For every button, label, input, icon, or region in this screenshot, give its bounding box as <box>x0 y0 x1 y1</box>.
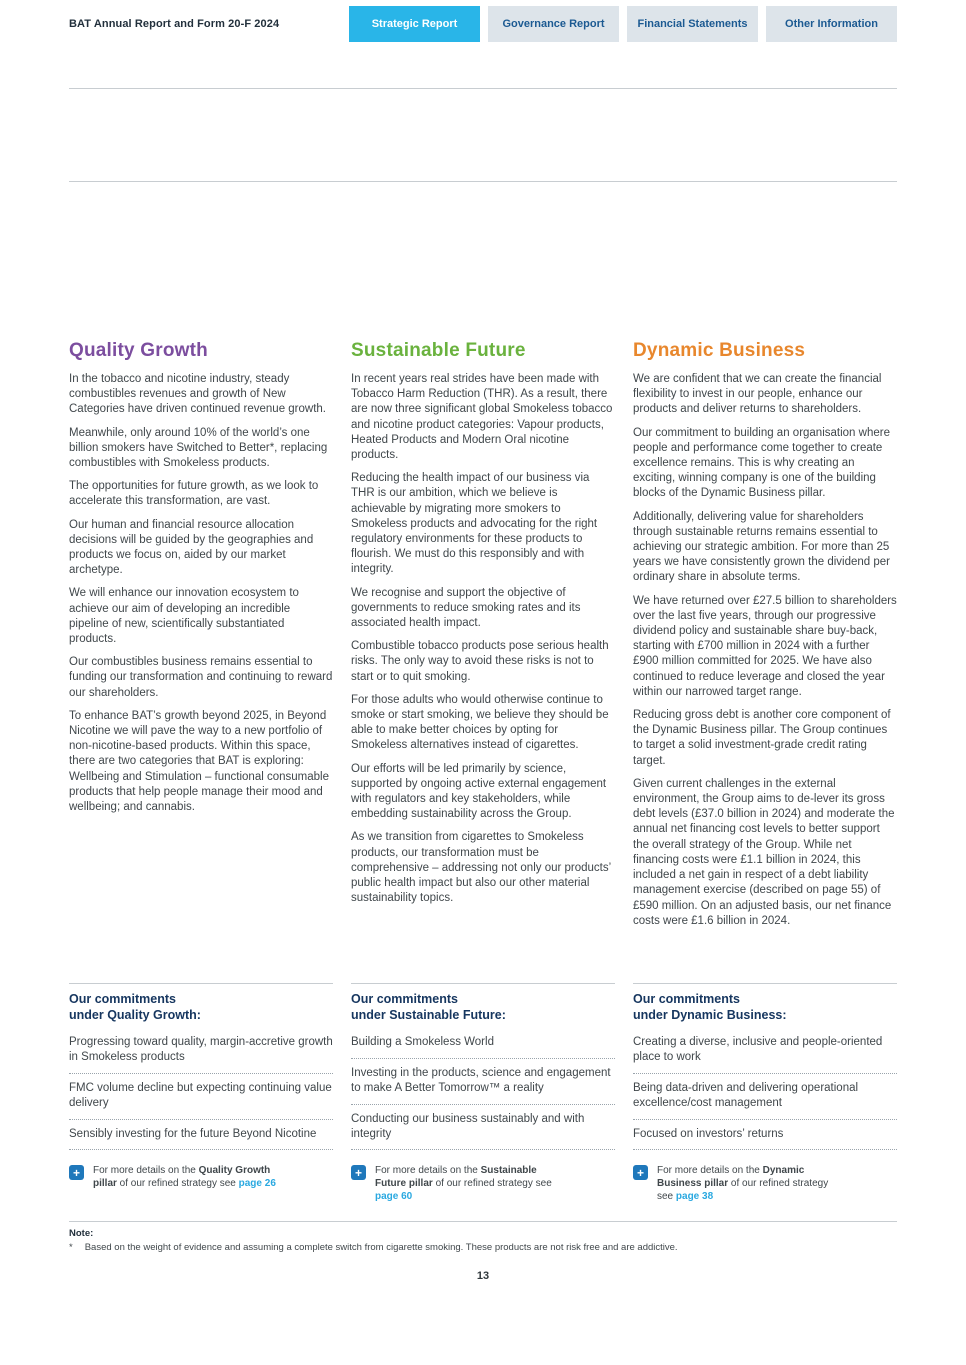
more-details-callout <box>633 1164 897 1203</box>
commitments-quality-growth <box>69 983 333 1203</box>
paragraph: We are confident that we can create the financial flexibility to invest in our people, enhance our products and deliver returns to shareholders. <box>633 373 882 416</box>
commitments-heading-line1: Our commitments <box>69 991 176 1006</box>
commitments-sustainable-future <box>351 983 615 1203</box>
paragraph: For those adults who would otherwise continue to smoke or start smoking, we believe they should be able to make better choices by opting for Smokeless alternatives instead of cigarettes. <box>351 693 609 752</box>
plus-icon <box>633 1165 648 1180</box>
commitments-heading <box>69 991 333 1024</box>
more-details-prefix: For more details on the <box>375 1165 481 1177</box>
paragraph: Our combustibles business remains essential to funding our transformation and continuing to reward our shareholders. <box>69 656 333 699</box>
pillar-columns <box>0 340 966 937</box>
commitment-item: Investing in the products, science and engagement to make A Better Tomorrow™ a reality <box>351 1059 615 1105</box>
column-dynamic-business <box>633 340 897 937</box>
commitment-item: Being data-driven and delivering operational excellence/cost management <box>633 1074 897 1120</box>
paragraph: We will enhance our innovation ecosystem to achieve our aim of developing an incredible pipeline of new, scientifically substantiated products. <box>69 587 299 646</box>
page-link[interactable]: page 38 <box>675 1191 714 1203</box>
more-details-pillar: Dynamic Business pillar <box>657 1165 805 1190</box>
more-details-prefix: For more details on the <box>93 1165 199 1177</box>
commitment-item: Creating a diverse, inclusive and people-oriented place to work <box>633 1028 897 1074</box>
page-link[interactable]: page 26 <box>238 1178 276 1190</box>
more-details-middle: of our refined strategy see <box>432 1178 552 1190</box>
more-details-prefix: For more details on the <box>657 1165 763 1177</box>
column-quality-growth <box>69 340 333 937</box>
footnote-marker: * <box>69 1242 73 1254</box>
paragraph: Our efforts will be led primarily by science, supported by ongoing active external engagement with regulators and key stakeholders, while embedding sustainability across the Group. <box>351 762 607 821</box>
more-details-text <box>93 1164 278 1190</box>
commitment-item: Progressing toward quality, margin-accretive growth in Smokeless products <box>69 1028 333 1074</box>
paragraph: We recognise and support the objective of governments to reduce smoking rates and its associated health impact. <box>351 586 581 630</box>
more-details-pillar: Quality Growth pillar <box>93 1165 271 1190</box>
paragraph: As we transition from cigarettes to Smokeless products, our transformation must be comprehensive – addressing not only our products’ public health impact but also our other material sustainability topics. <box>351 831 611 905</box>
tab-strategic-report[interactable]: Strategic Report <box>349 6 480 42</box>
commitments-heading <box>351 991 615 1024</box>
page-number: 13 <box>476 1270 490 1283</box>
paragraph: Our commitment to building an organisation where people and performance come together to create excellence remains. This is why creating an exciting, winning company is one of the building blocks of the Dynamic Business pillar. <box>633 426 890 500</box>
column-title-quality-growth: Quality Growth <box>69 340 208 361</box>
commitment-item: Conducting our business sustainably and with integrity <box>351 1105 615 1151</box>
paragraph: In recent years real strides have been made with Tobacco Harm Reduction (THR). As a result, there are now three significant global Smokeless tobacco and nicotine product categories: Vapour products, Heated Products and Modern Oral nicotine products. <box>351 373 613 462</box>
paragraph: Reducing the health impact of our business via THR is our ambition, which we believe is achievable by migrating more smokers to Smokeless products and advocating for the right regulatory environments for these products to flourish. We must do this responsibly and with integrity. <box>351 472 598 576</box>
column-title-dynamic-business: Dynamic Business <box>633 340 806 361</box>
paragraph: Additionally, delivering value for shareholders through sustainable returns remains essential to achieving our strategic ambition. For more than 25 years we have consistently grown the dividend per ordinary share in absolute terms. <box>633 510 890 584</box>
page-header <box>0 0 966 44</box>
commitment-item: Sensibly investing for the future Beyond Nicotine <box>69 1120 333 1151</box>
more-details-callout <box>351 1164 615 1203</box>
paragraph: Reducing gross debt is another core component of the Dynamic Business pillar. The Group continues to target a solid investment-grade credit rating target. <box>633 709 891 767</box>
commitments-heading <box>633 991 897 1024</box>
column-title-sustainable-future: Sustainable Future <box>351 340 526 361</box>
paragraph: Given current challenges in the external environment, the Group aims to de-lever its gross debt levels (£37.0 billion in 2024) and moderate the annual net financing cost levels to better support the overall strategy of the Group. While net financing costs were £1.1 billion in 2024, this included a net gain in respect of a debt liability management exercise (described on page 55) of £590 million. On an adjusted basis, our net finance costs were £1.6 billion in 2024. <box>633 777 895 927</box>
commitments-heading-line2: under Sustainable Future: <box>351 1008 506 1023</box>
commitments-heading-line1: Our commitments <box>633 991 740 1006</box>
plus-icon <box>351 1165 366 1180</box>
tab-financial-statements[interactable]: Financial Statements <box>627 6 758 42</box>
paragraph: Our human and financial resource allocation decisions will be guided by the geographies and products we focus on, aided by our market archetype. <box>69 518 314 577</box>
tab-governance-report[interactable]: Governance Report <box>488 6 619 42</box>
more-details-middle: of our refined strategy see <box>657 1178 829 1203</box>
paragraph: We have returned over £27.5 billion to shareholders over the last five years, through our progressive dividend policy and sustainable share buy-back, starting with £700 million in 2024 with a further £900 million committed for 2025. We have also continued to reduce leverage and closed the year within our narrowed target range. <box>633 594 897 698</box>
section-tabs <box>349 6 897 42</box>
more-details-pillar: Sustainable Future pillar <box>375 1165 537 1190</box>
commitments-heading-line2: under Dynamic Business: <box>633 1008 787 1023</box>
commitments-dynamic-business <box>633 983 897 1203</box>
footnote-divider <box>69 1221 897 1222</box>
commitment-item: FMC volume decline but expecting continuing value delivery <box>69 1074 333 1120</box>
commitment-item: Focused on investors’ returns <box>633 1120 897 1151</box>
footnote-label: Note: <box>69 1228 94 1240</box>
more-details-text <box>657 1164 842 1203</box>
paragraph: Combustible tobacco products pose serious health risks. The only way to avoid these risks is not to start or to quit smoking. <box>351 640 609 683</box>
paragraph: The opportunities for future growth, as we look to accelerate this transformation, are vast. <box>69 480 319 508</box>
commitment-item: Building a Smokeless World <box>351 1028 615 1059</box>
paragraph: In the tobacco and nicotine industry, steady combustibles revenues and growth of New Categories have driven continued revenue growth. <box>69 373 326 416</box>
paragraph: Meanwhile, only around 10% of the world’s one billion smokers have Switched to Better*, replacing combustibles with Smokeless products. <box>69 426 328 470</box>
footnote-text: Based on the weight of evidence and assuming a complete switch from cigarette smoking. These products are not risk free and are addictive. <box>84 1242 678 1254</box>
column-sustainable-future <box>351 340 615 937</box>
page-link[interactable]: page 60 <box>375 1191 413 1203</box>
divider-top <box>69 88 897 89</box>
report-title: BAT Annual Report and Form 20-F 2024 <box>69 18 280 30</box>
paragraph: To enhance BAT’s growth beyond 2025, in Beyond Nicotine we will pave the way to a new portfolio of non-nicotine-based products. Within this space, there are two categories that BAT is exploring: Wellbeing and Stimulation – functional consumable products that help people manage their mood and wellbeing; and cannabis. <box>69 709 329 814</box>
tab-other-information[interactable]: Other Information <box>766 6 897 42</box>
commitments-heading-line1: Our commitments <box>351 991 458 1006</box>
more-details-text <box>375 1164 560 1203</box>
commitments-section <box>0 983 966 1203</box>
commitments-heading-line2: under Quality Growth: <box>69 1008 201 1023</box>
footnote-section <box>0 1221 966 1282</box>
divider-second <box>69 181 897 182</box>
plus-icon <box>69 1165 84 1180</box>
footnote <box>69 1242 897 1254</box>
more-details-middle: of our refined strategy see <box>116 1178 239 1190</box>
more-details-callout <box>69 1164 333 1190</box>
